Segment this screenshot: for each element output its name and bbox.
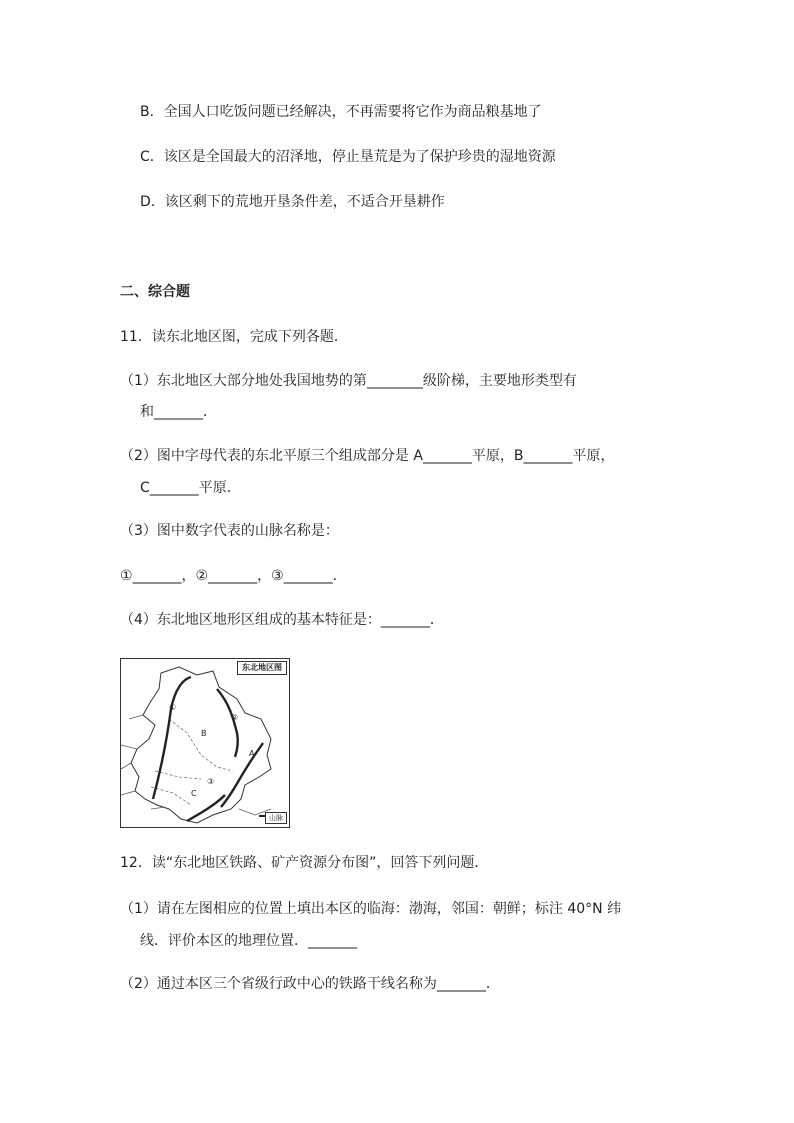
q11-part3: （3）图中数字代表的山脉名称是： xyxy=(120,523,339,539)
map-label-3: ③ xyxy=(207,777,215,786)
section-title: 二、综合题 xyxy=(120,284,190,300)
q11-part1-line2: 和_______． xyxy=(140,404,217,420)
option-c: C．该区是全国最大的沼泽地，停止垦荒是为了保护珍贵的湿地资源 xyxy=(140,149,556,165)
map-legend: 山脉 xyxy=(265,812,287,824)
q12-part1-line2: 线．评价本区的地理位置．_______ xyxy=(140,933,357,949)
q12-stem: 12．读“东北地区铁路、矿产资源分布图”，回答下列问题． xyxy=(120,855,489,871)
option-b: B．全国人口吃饭问题已经解决，不再需要将它作为商品粮基地了 xyxy=(140,104,542,120)
map-label-c: C xyxy=(191,789,197,798)
q11-stem: 11．读东北地区图，完成下列各题． xyxy=(120,329,348,345)
map-title: 东北地区图 xyxy=(237,661,287,675)
map-label-b: B xyxy=(201,729,207,738)
northeast-map xyxy=(120,658,290,828)
map-drawing xyxy=(121,659,289,827)
q11-part2-line2: C_______平原． xyxy=(140,480,241,496)
q11-part2-line1: （2）图中字母代表的东北平原三个组成部分是 A_______平原，B_______平原， xyxy=(120,448,615,464)
option-d: D．该区剩下的荒地开垦条件差，不适合开垦耕作 xyxy=(140,194,445,210)
q12-part2: （2）通过本区三个省级行政中心的铁路干线名称为_______． xyxy=(120,976,500,992)
map-label-2: ② xyxy=(231,713,239,722)
q12-part1-line1: （1）请在左图相应的位置上填出本区的临海：渤海，邻国：朝鲜；标注 40°N 纬 xyxy=(120,901,622,917)
map-label-a: A xyxy=(249,749,255,758)
map-label-1: ① xyxy=(169,703,177,712)
q11-part3-blanks: ①_______，②_______，③_______． xyxy=(120,568,347,584)
q11-part1-line1: （1）东北地区大部分地处我国地势的第________级阶梯，主要地形类型有 xyxy=(120,373,577,389)
q11-part4: （4）东北地区地形区组成的基本特征是：_______． xyxy=(120,612,444,628)
